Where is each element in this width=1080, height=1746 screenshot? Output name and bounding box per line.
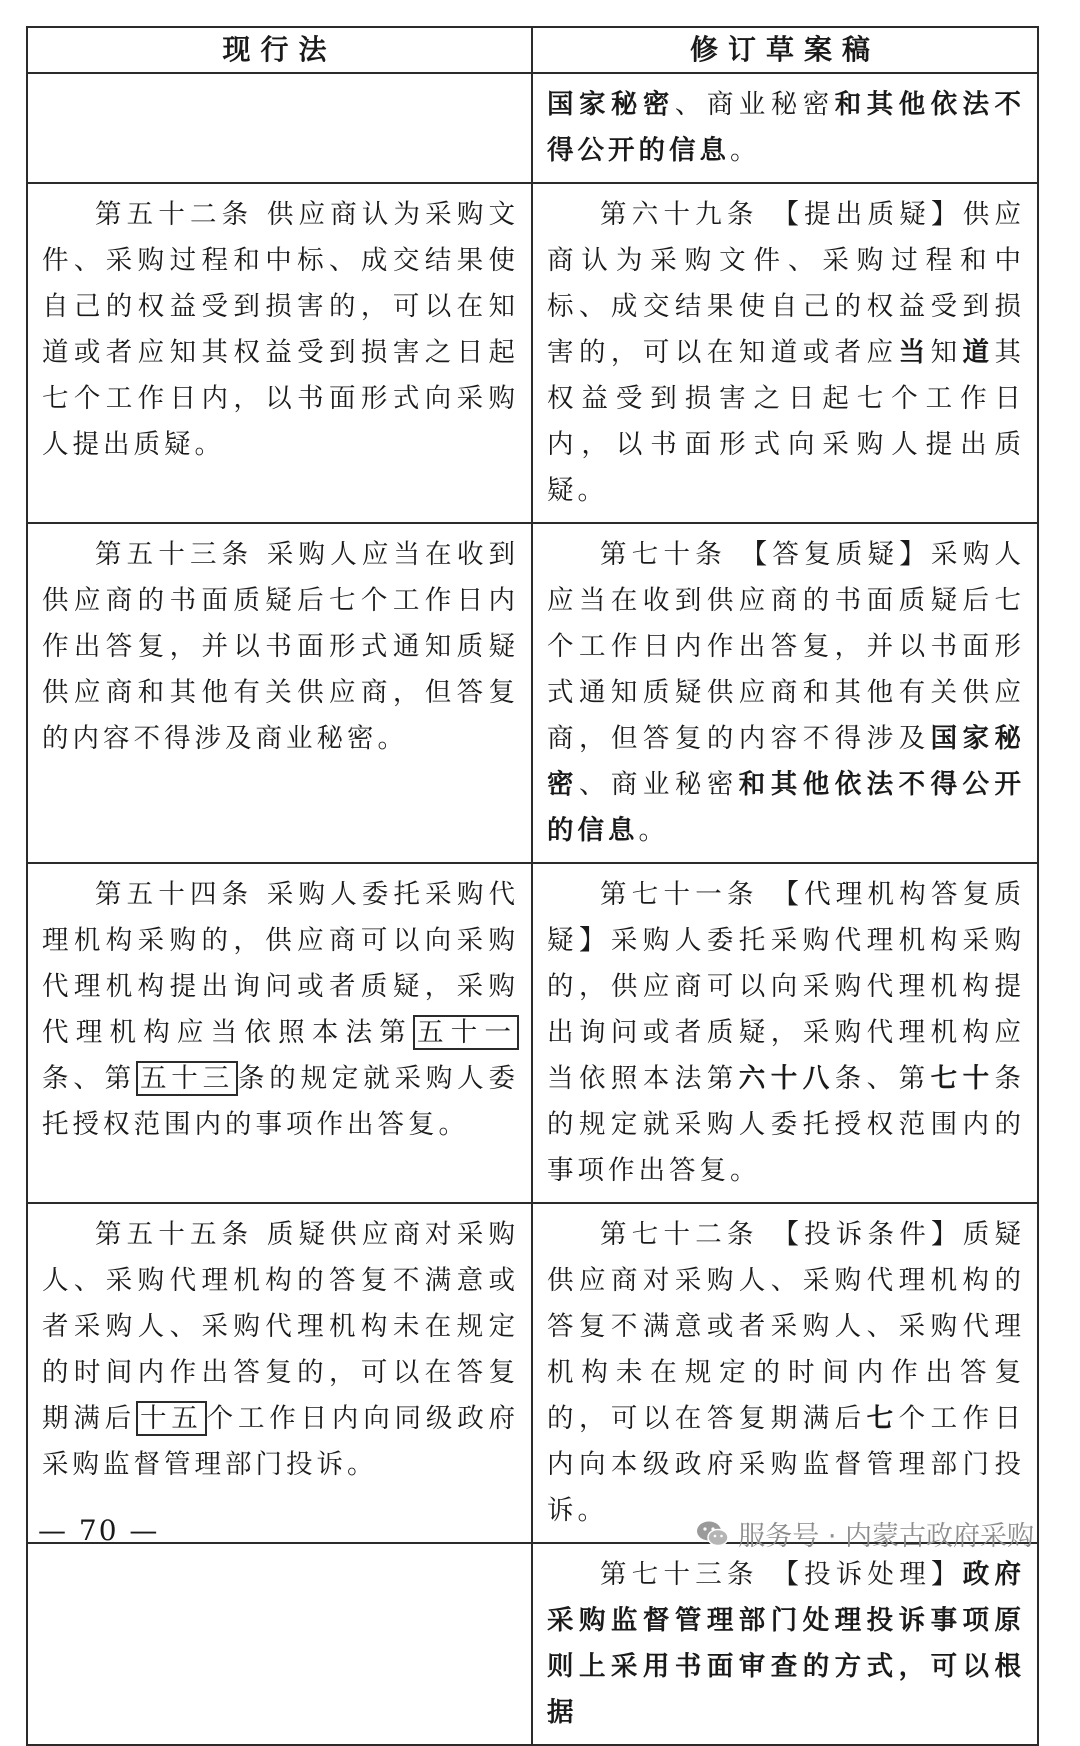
boxed-text: 五十三: [136, 1061, 238, 1096]
current-law-cell: [27, 1543, 532, 1745]
text-segment: 、商业秘密: [674, 89, 835, 120]
text-segment: 个工作日内向同级政府采购监督管理部门投诉。: [42, 1403, 520, 1480]
bold-text: 七十: [930, 1063, 995, 1094]
bold-text: 和其他依法不得公开的信息: [547, 89, 1026, 166]
bold-text: 道: [962, 337, 995, 368]
current-law-cell: [27, 73, 532, 183]
revised-draft-cell: [532, 73, 1038, 183]
page-number: — 70 —: [38, 1514, 160, 1547]
current-law-cell: [27, 523, 532, 863]
boxed-text: 十五: [136, 1401, 207, 1436]
table-body: [27, 73, 1038, 1745]
bold-text: 国家秘密: [547, 723, 1026, 800]
table-row: [27, 183, 1038, 523]
text-segment: 条、第: [42, 1063, 136, 1094]
text-segment: 。: [638, 815, 669, 846]
bold-text: 国家秘密: [547, 89, 675, 120]
text-segment: 条的规定就采购人委托授权范围内的事项作出答复。: [547, 1063, 1026, 1186]
text-segment: 第五十四条 采购人委托采购代理机构采购的，供应商可以向采购代理机构提出询问或者质疑，采购代理机构应当依照本法第: [42, 879, 519, 1048]
text-segment: 知: [930, 337, 963, 368]
text-segment: 第五十三条 采购人应当在收到供应商的书面质疑后七个工作日内作出答复，并以书面形式通知质疑供应商和其他有关供应商，但答复的内容不得涉及商业秘密。: [42, 539, 519, 754]
text-segment: 第七十条 【答复质疑】采购人应当在收到供应商的书面质疑后七个工作日内作出答复，并以书面形式通知质疑供应商和其他有关供应商，但答复的内容不得涉及: [547, 539, 1025, 754]
text-segment: 第五十二条 供应商认为采购文件、采购过程和中标、成交结果使自己的权益受到损害的，可以在知道或者应知其权益受到损害之日起七个工作日内，以书面形式向采购人提出质疑。: [42, 199, 519, 460]
table-row: [27, 523, 1038, 863]
table-row: [27, 1203, 1038, 1543]
bold-text: 六十八: [738, 1063, 835, 1094]
current-law-cell: [27, 863, 532, 1203]
text-segment: 第七十三条 【投诉处理】: [600, 1559, 963, 1590]
revised-draft-cell: [532, 1203, 1038, 1543]
watermark: [696, 1514, 1034, 1553]
table-row: [27, 863, 1038, 1203]
text-segment: 、商业秘密: [578, 769, 739, 800]
bold-text: 和其他依法不得公开的信息: [547, 769, 1026, 846]
current-law-cell: [27, 1203, 532, 1543]
boxed-text: 五十一: [413, 1015, 519, 1050]
bold-text: 政府采购监督管理部门处理投诉事项原则上采用书面审查的方式，可以根据: [547, 1559, 1026, 1728]
text-segment: 其权益受到损害之日起七个工作日内，以书面形式向采购人提出质疑。: [547, 337, 1026, 506]
header-current-law: 现行法: [27, 27, 532, 73]
text-segment: 第五十五条 质疑供应商对采购人、采购代理机构的答复不满意或者采购人、采购代理机构未在规定的时间内作出答复的，可以在答复期满后: [42, 1219, 519, 1434]
text-segment: 第七十二条 【投诉条件】质疑供应商对采购人、采购代理机构的答复不满意或者采购人、采购代理机构未在规定的时间内作出答复的，可以在答复期满后: [547, 1219, 1025, 1434]
header-row: [27, 27, 1038, 73]
current-law-cell: [27, 183, 532, 523]
header-revised-draft: 修订草案稿: [532, 27, 1038, 73]
text-segment: 第六十九条 【提出质疑】供应商认为采购文件、采购过程和中标、成交结果使自己的权益受到损害的，可以在知道或者应: [547, 199, 1025, 368]
revised-draft-cell: [532, 523, 1038, 863]
bold-text: 七: [866, 1403, 899, 1434]
text-segment: 条的规定就采购人委托授权范围内的事项作出答复。: [42, 1063, 520, 1140]
text-segment: 第七十一条 【代理机构答复质疑】采购人委托采购代理机构采购的，供应商可以向采购代理机构提出询问或者质疑，采购代理机构应当依照本法第: [547, 879, 1025, 1094]
revised-draft-cell: [532, 863, 1038, 1203]
watermark-text: 服务号 · 内蒙古政府采购: [738, 1521, 1034, 1552]
table-row: [27, 1543, 1038, 1745]
text-segment: 个工作日内向本级政府采购监督管理部门投诉。: [547, 1403, 1026, 1526]
text-segment: 条、第: [834, 1063, 931, 1094]
text-segment: 。: [730, 135, 761, 166]
wechat-icon: [696, 1520, 730, 1548]
table-row: [27, 73, 1038, 183]
bold-text: 当: [898, 337, 931, 368]
comparison-table: [26, 26, 1039, 1746]
revised-draft-cell: [532, 183, 1038, 523]
revised-draft-cell: [532, 1543, 1038, 1745]
page-footer: [0, 1508, 1080, 1568]
